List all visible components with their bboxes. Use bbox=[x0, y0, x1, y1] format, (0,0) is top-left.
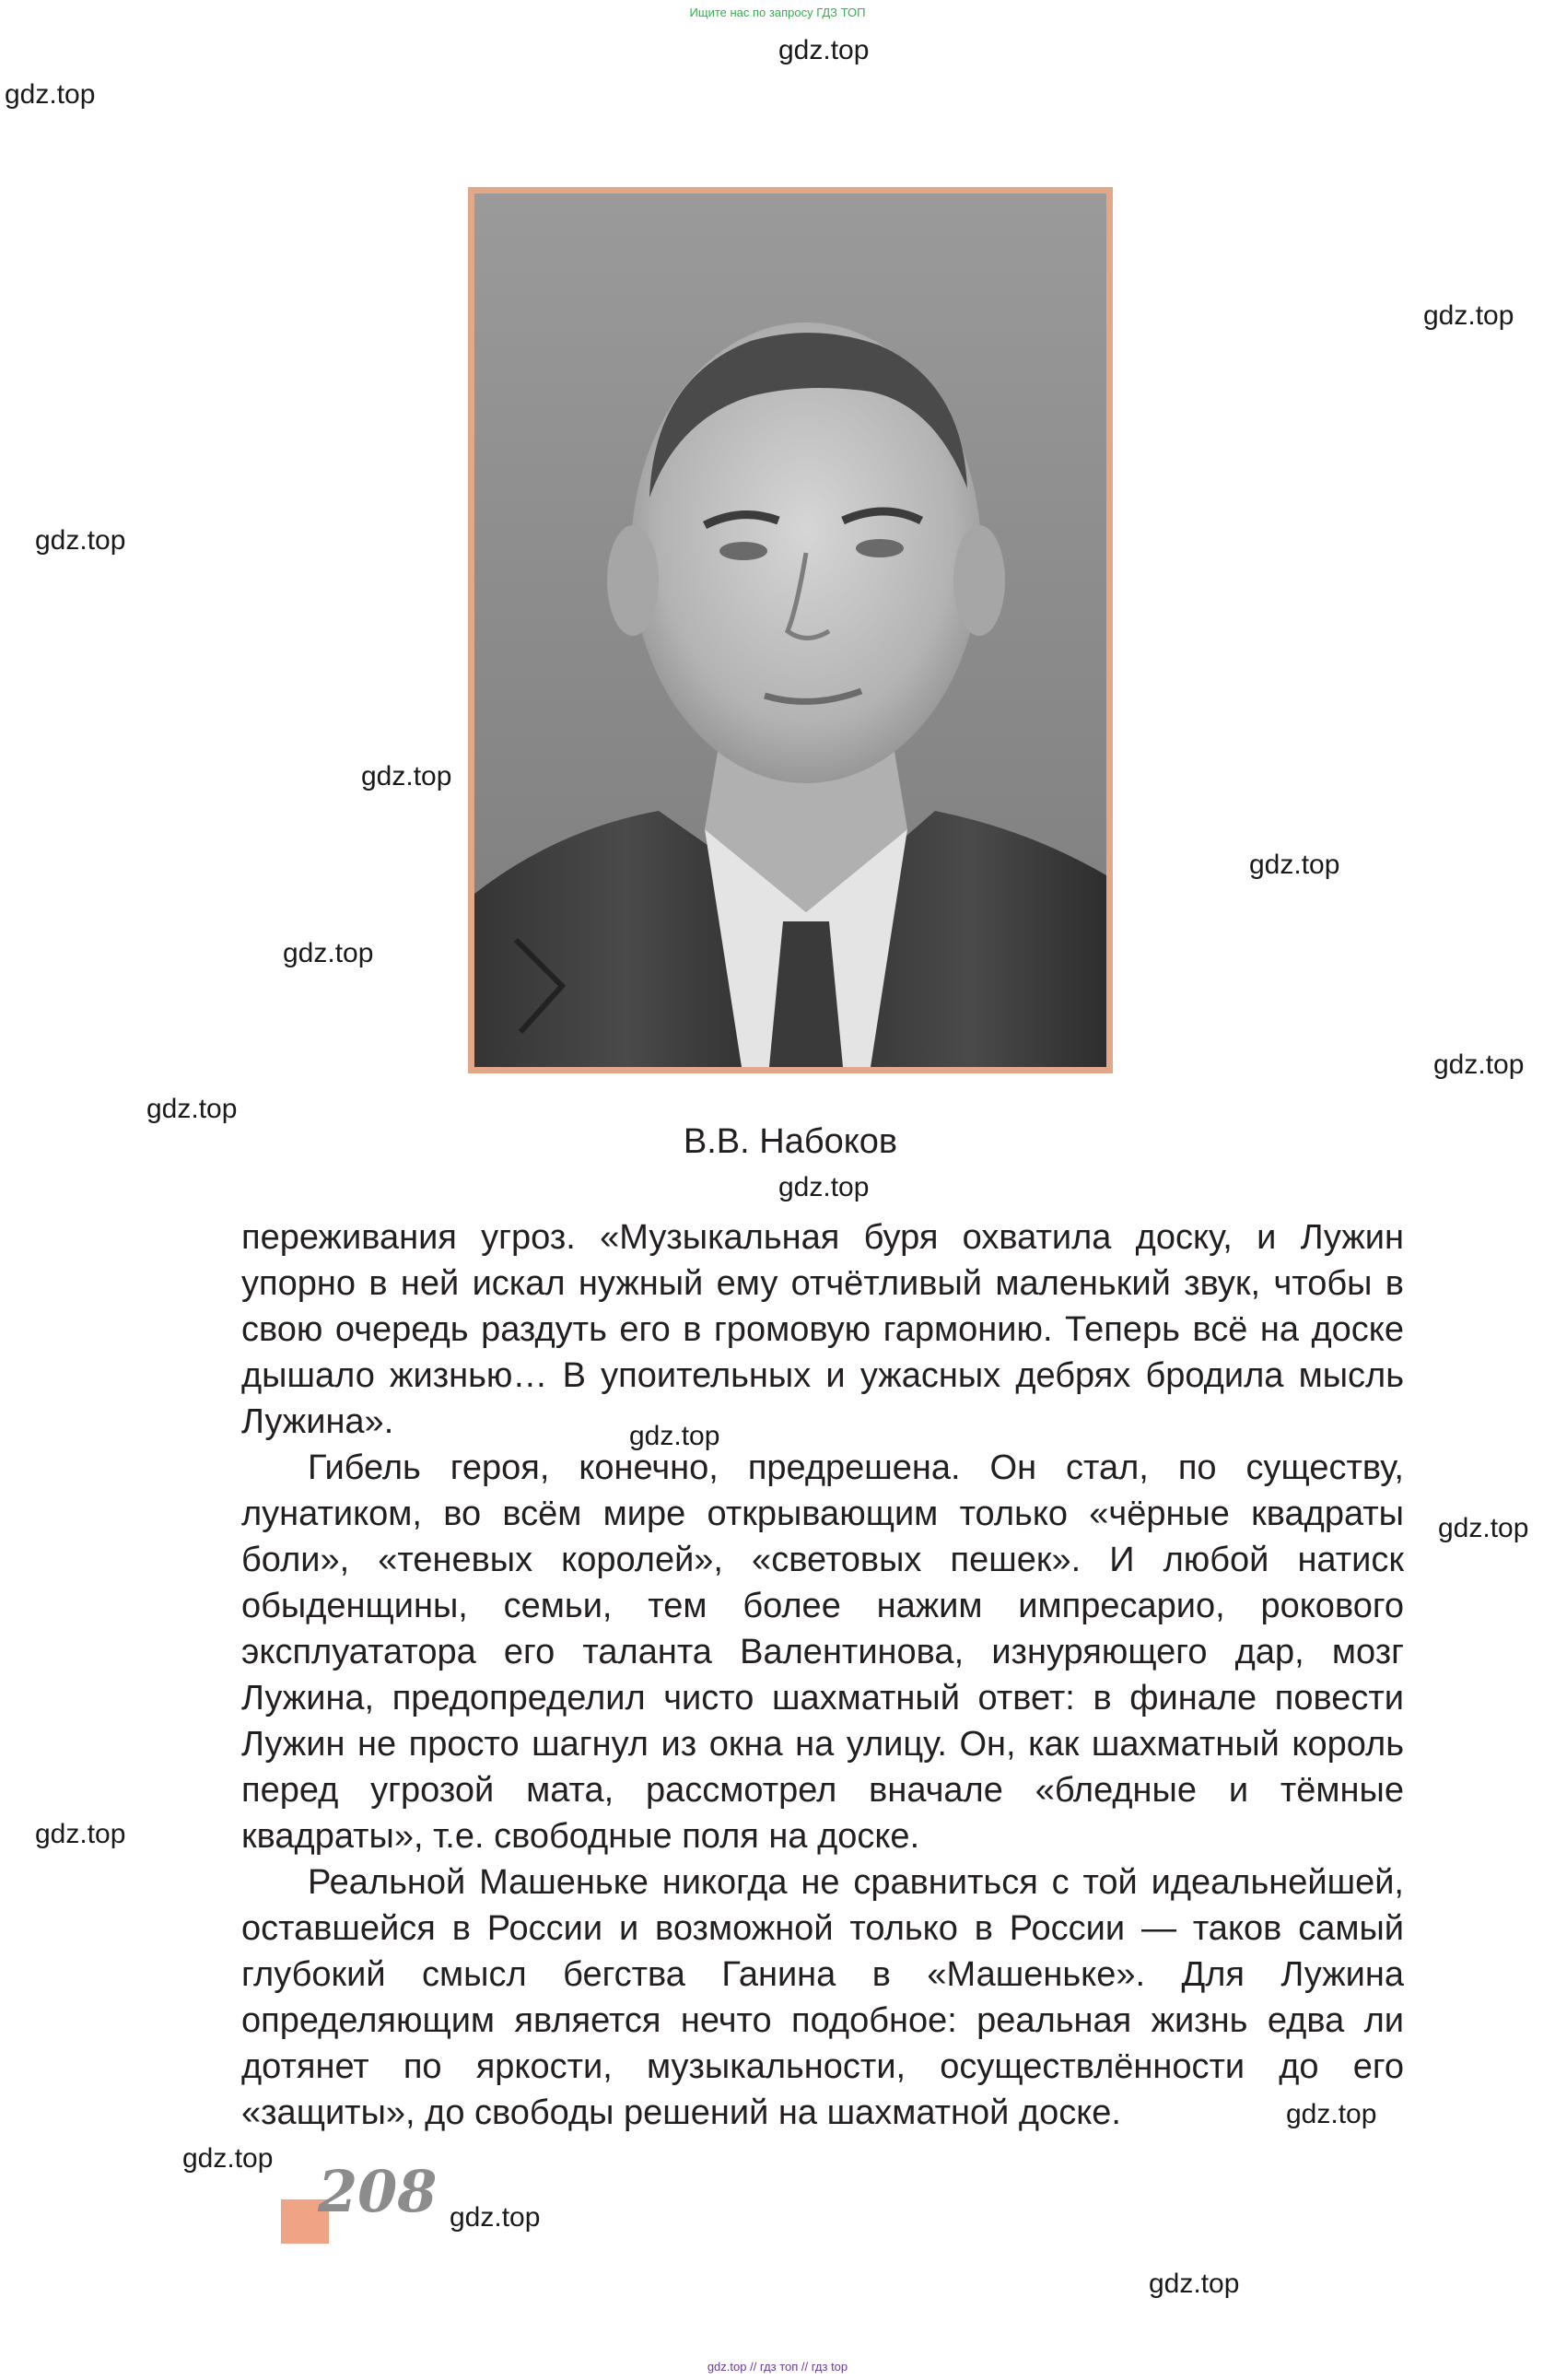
watermark: gdz.top bbox=[283, 938, 374, 968]
watermark: gdz.top bbox=[778, 35, 870, 65]
watermark: gdz.top bbox=[1433, 1049, 1525, 1080]
watermark: gdz.top bbox=[146, 1094, 238, 1124]
portrait-frame bbox=[468, 187, 1113, 1073]
watermark: gdz.top bbox=[1423, 300, 1514, 331]
watermark: gdz.top bbox=[1438, 1513, 1529, 1543]
watermark: gdz.top bbox=[182, 2143, 274, 2174]
paragraph: Гибель героя, конечно, предрешена. Он стал, по существу, лунатиком, во всём мире открывающим только «чёрные квадраты боли», «теневых королей», «световых пешек». И любой натиск обыденщины, семьи, тем более нажим импресарио, рокового эксплуататора его таланта Валентинова, изнуряющего дар, мозг Лужина, предопределил чисто шахматный ответ: в финале повести Лужин не просто шагнул из окна на улицу. Он, как шахматный король перед угрозой мата, рассмотрел вначале «бледные и тёмные квадраты», т.е. свободные поля на доске. bbox=[241, 1448, 1404, 1856]
watermark: gdz.top bbox=[35, 525, 126, 556]
top-search-banner: Ищите нас по запросу ГДЗ ТОП bbox=[689, 6, 866, 19]
watermark: gdz.top bbox=[1249, 850, 1340, 880]
portrait-photo bbox=[474, 193, 1106, 1067]
watermark: gdz.top bbox=[1149, 2269, 1240, 2299]
watermark: gdz.top bbox=[5, 79, 96, 110]
watermark: gdz.top bbox=[629, 1421, 720, 1451]
paragraph: Реальной Машеньке никогда не сравниться с той идеальнейшей, оставшейся в России и возможной только в России — таков самый глубокий смысл бегства Ганина в «Машеньке». Для Лужина определяющим является нечто подобное: реальная жизнь едва ли дотянет по яркости, музыкальности, осуществлённости до его «защиты», до свободы решений на шахматной доске. bbox=[241, 1863, 1404, 2132]
watermark: gdz.top bbox=[1286, 2099, 1377, 2129]
footer-links: gdz.top // гдз топ // гдз top bbox=[707, 2360, 848, 2374]
watermark: gdz.top bbox=[361, 761, 452, 791]
article-body bbox=[241, 1214, 1404, 2136]
page-number: 208 bbox=[318, 2158, 438, 2225]
watermark: gdz.top bbox=[35, 1819, 126, 1849]
watermark: gdz.top bbox=[450, 2202, 541, 2233]
portrait-caption: В.В. Набоков bbox=[683, 1122, 898, 1161]
watermark: gdz.top bbox=[778, 1172, 870, 1202]
paragraph: переживания угроз. «Музыкальная буря охватила доску, и Лужин упорно в ней искал нужный ему отчётливый маленький звук, чтобы в свою очередь раздуть его в громовую гармонию. Теперь всё на доске дышало жизнью… В упоительных и ужасных дебрях бродила мысль Лужина». bbox=[241, 1218, 1404, 1441]
